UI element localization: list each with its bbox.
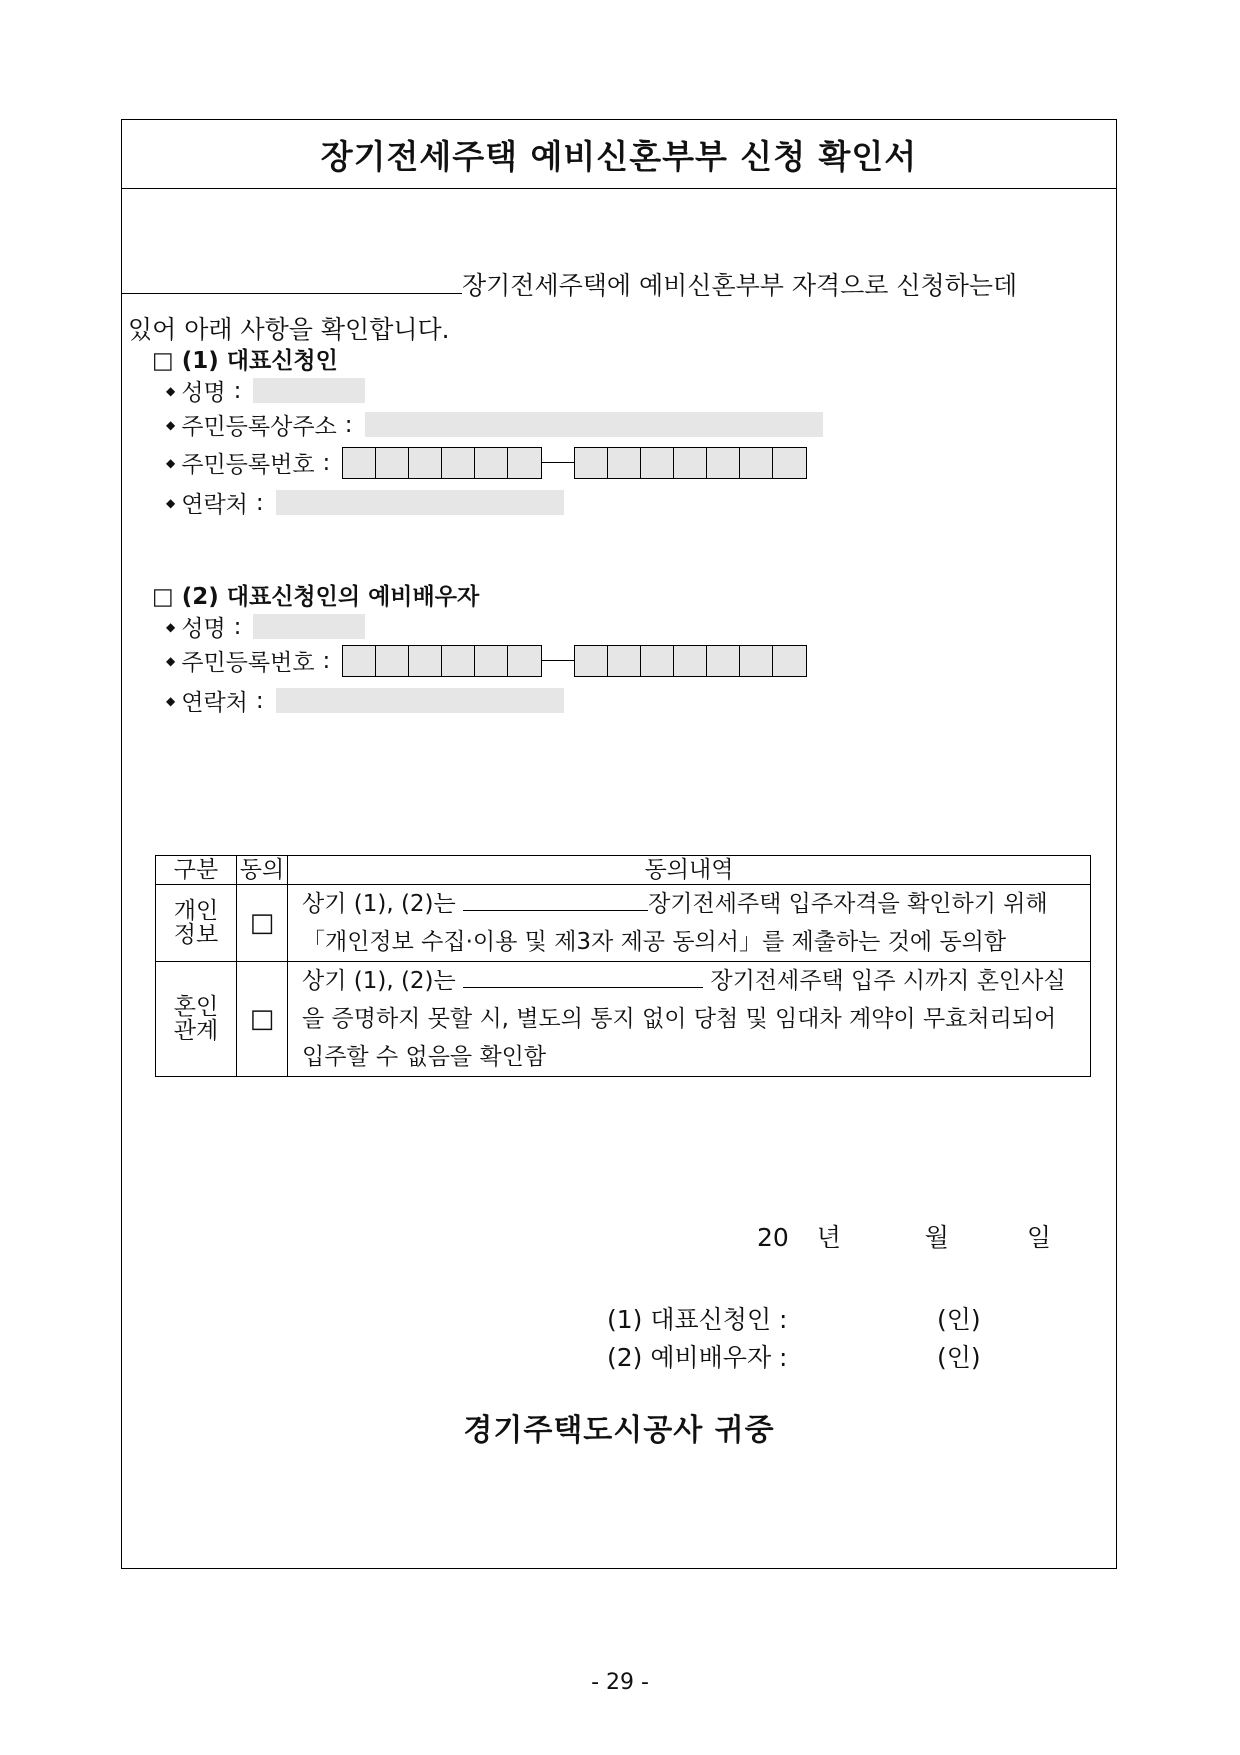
s1-contact-field[interactable]	[276, 490, 564, 515]
s1-address-label: 주민등록상주소	[181, 414, 337, 440]
s2-name-field[interactable]	[253, 614, 365, 639]
row-text-pre: 상기 (1), (2)는	[302, 891, 456, 917]
applicant-name-blank[interactable]	[122, 271, 462, 294]
intro-line-2: 있어 아래 사항을 확인합니다.	[128, 315, 450, 344]
colon: :	[255, 489, 264, 516]
s2-name-row	[166, 610, 365, 643]
table-row	[156, 962, 1091, 1077]
bullet-icon: ◆	[166, 653, 176, 668]
s1-contact-label: 연락처	[181, 492, 248, 518]
id-back-cells[interactable]	[574, 447, 807, 479]
seal-mark[interactable]: (인)	[937, 1305, 981, 1334]
consent-table	[155, 855, 1091, 1077]
row-text-post: 장기전세주택 입주자격을 확인하기 위해「개인정보 수집·이용 및 제3자 제공 동의서」를 제출하는 것에 동의함	[302, 891, 1048, 955]
id-dash	[542, 462, 574, 463]
form-frame	[121, 119, 1117, 1569]
row-blank[interactable]	[463, 888, 648, 911]
s1-name-label: 성명	[181, 380, 226, 406]
id-front-cells[interactable]	[342, 645, 542, 677]
s1-id-label: 주민등록번호	[181, 452, 315, 478]
s1-id-field[interactable]	[342, 447, 807, 479]
bullet-icon: ◆	[166, 693, 176, 708]
s2-contact-field[interactable]	[276, 688, 564, 713]
seal-mark[interactable]: (인)	[937, 1343, 981, 1372]
date-year-prefix: 20	[757, 1223, 789, 1252]
s2-name-label: 성명	[181, 616, 226, 642]
row-text-marriage	[288, 962, 1091, 1077]
intro-line-1	[122, 266, 1017, 302]
row-category-personal-info: 개인 정보	[156, 885, 237, 962]
bullet-icon: ◆	[166, 619, 176, 634]
id-front-cells[interactable]	[342, 447, 542, 479]
s1-id-row	[166, 446, 807, 479]
date-month: 월	[924, 1223, 949, 1252]
colon: :	[322, 449, 331, 476]
consent-checkbox-personal-info[interactable]: □	[237, 885, 288, 962]
signature-line-spouse	[607, 1338, 981, 1374]
s2-id-label: 주민등록번호	[181, 650, 315, 676]
s1-address-row	[166, 408, 823, 441]
s2-contact-label: 연락처	[181, 690, 248, 716]
addressee: 경기주택도시공사 귀중	[463, 1413, 775, 1448]
table-row	[156, 885, 1091, 962]
s2-id-field[interactable]	[342, 645, 807, 677]
bullet-icon: ◆	[166, 417, 176, 432]
title-row	[122, 120, 1116, 189]
s1-name-row	[166, 374, 365, 407]
row-category-marriage: 혼인 관계	[156, 962, 237, 1077]
date-year: 년	[816, 1223, 841, 1252]
colon: :	[233, 613, 242, 640]
section2-heading: □ (2) 대표신청인의 예비배우자	[152, 584, 480, 610]
bullet-icon: ◆	[166, 495, 176, 510]
bullet-icon: ◆	[166, 455, 176, 470]
intro-line-1-text: 장기전세주택에 예비신혼부부 자격으로 신청하는데	[462, 271, 1018, 300]
date-day: 일	[1026, 1223, 1051, 1252]
signature-label: (1) 대표신청인 :	[607, 1305, 788, 1334]
s2-contact-row	[166, 684, 564, 717]
date-line	[757, 1218, 1051, 1254]
bullet-icon: ◆	[166, 383, 176, 398]
row-text-post: 장기전세주택 입주 시까지 혼인사실을 증명하지 못할 시, 별도의 통지 없이 당첨 및 임대차 계약이 무효처리되어 입주할 수 없음을 확인함	[302, 968, 1066, 1070]
row-blank[interactable]	[463, 965, 703, 988]
row-text-personal-info	[288, 885, 1091, 962]
s1-contact-row	[166, 486, 564, 519]
page-number: - 29 -	[591, 1670, 649, 1695]
form-title: 장기전세주택 예비신혼부부 신청 확인서	[320, 136, 918, 176]
header-details: 동의내역	[288, 856, 1091, 885]
colon: :	[322, 647, 331, 674]
section1-heading: □ (1) 대표신청인	[152, 348, 338, 374]
signature-label: (2) 예비배우자 :	[607, 1343, 788, 1372]
consent-header-row	[156, 856, 1091, 885]
s2-id-row	[166, 644, 807, 677]
header-consent: 동의	[237, 856, 288, 885]
colon: :	[255, 687, 264, 714]
colon: :	[344, 411, 353, 438]
row-text-pre: 상기 (1), (2)는	[302, 968, 456, 994]
id-back-cells[interactable]	[574, 645, 807, 677]
s1-name-field[interactable]	[253, 378, 365, 403]
id-dash	[542, 660, 574, 661]
consent-checkbox-marriage[interactable]: □	[237, 962, 288, 1077]
signature-line-applicant	[607, 1300, 981, 1336]
s1-address-field[interactable]	[365, 412, 823, 437]
header-category: 구분	[156, 856, 237, 885]
colon: :	[233, 377, 242, 404]
